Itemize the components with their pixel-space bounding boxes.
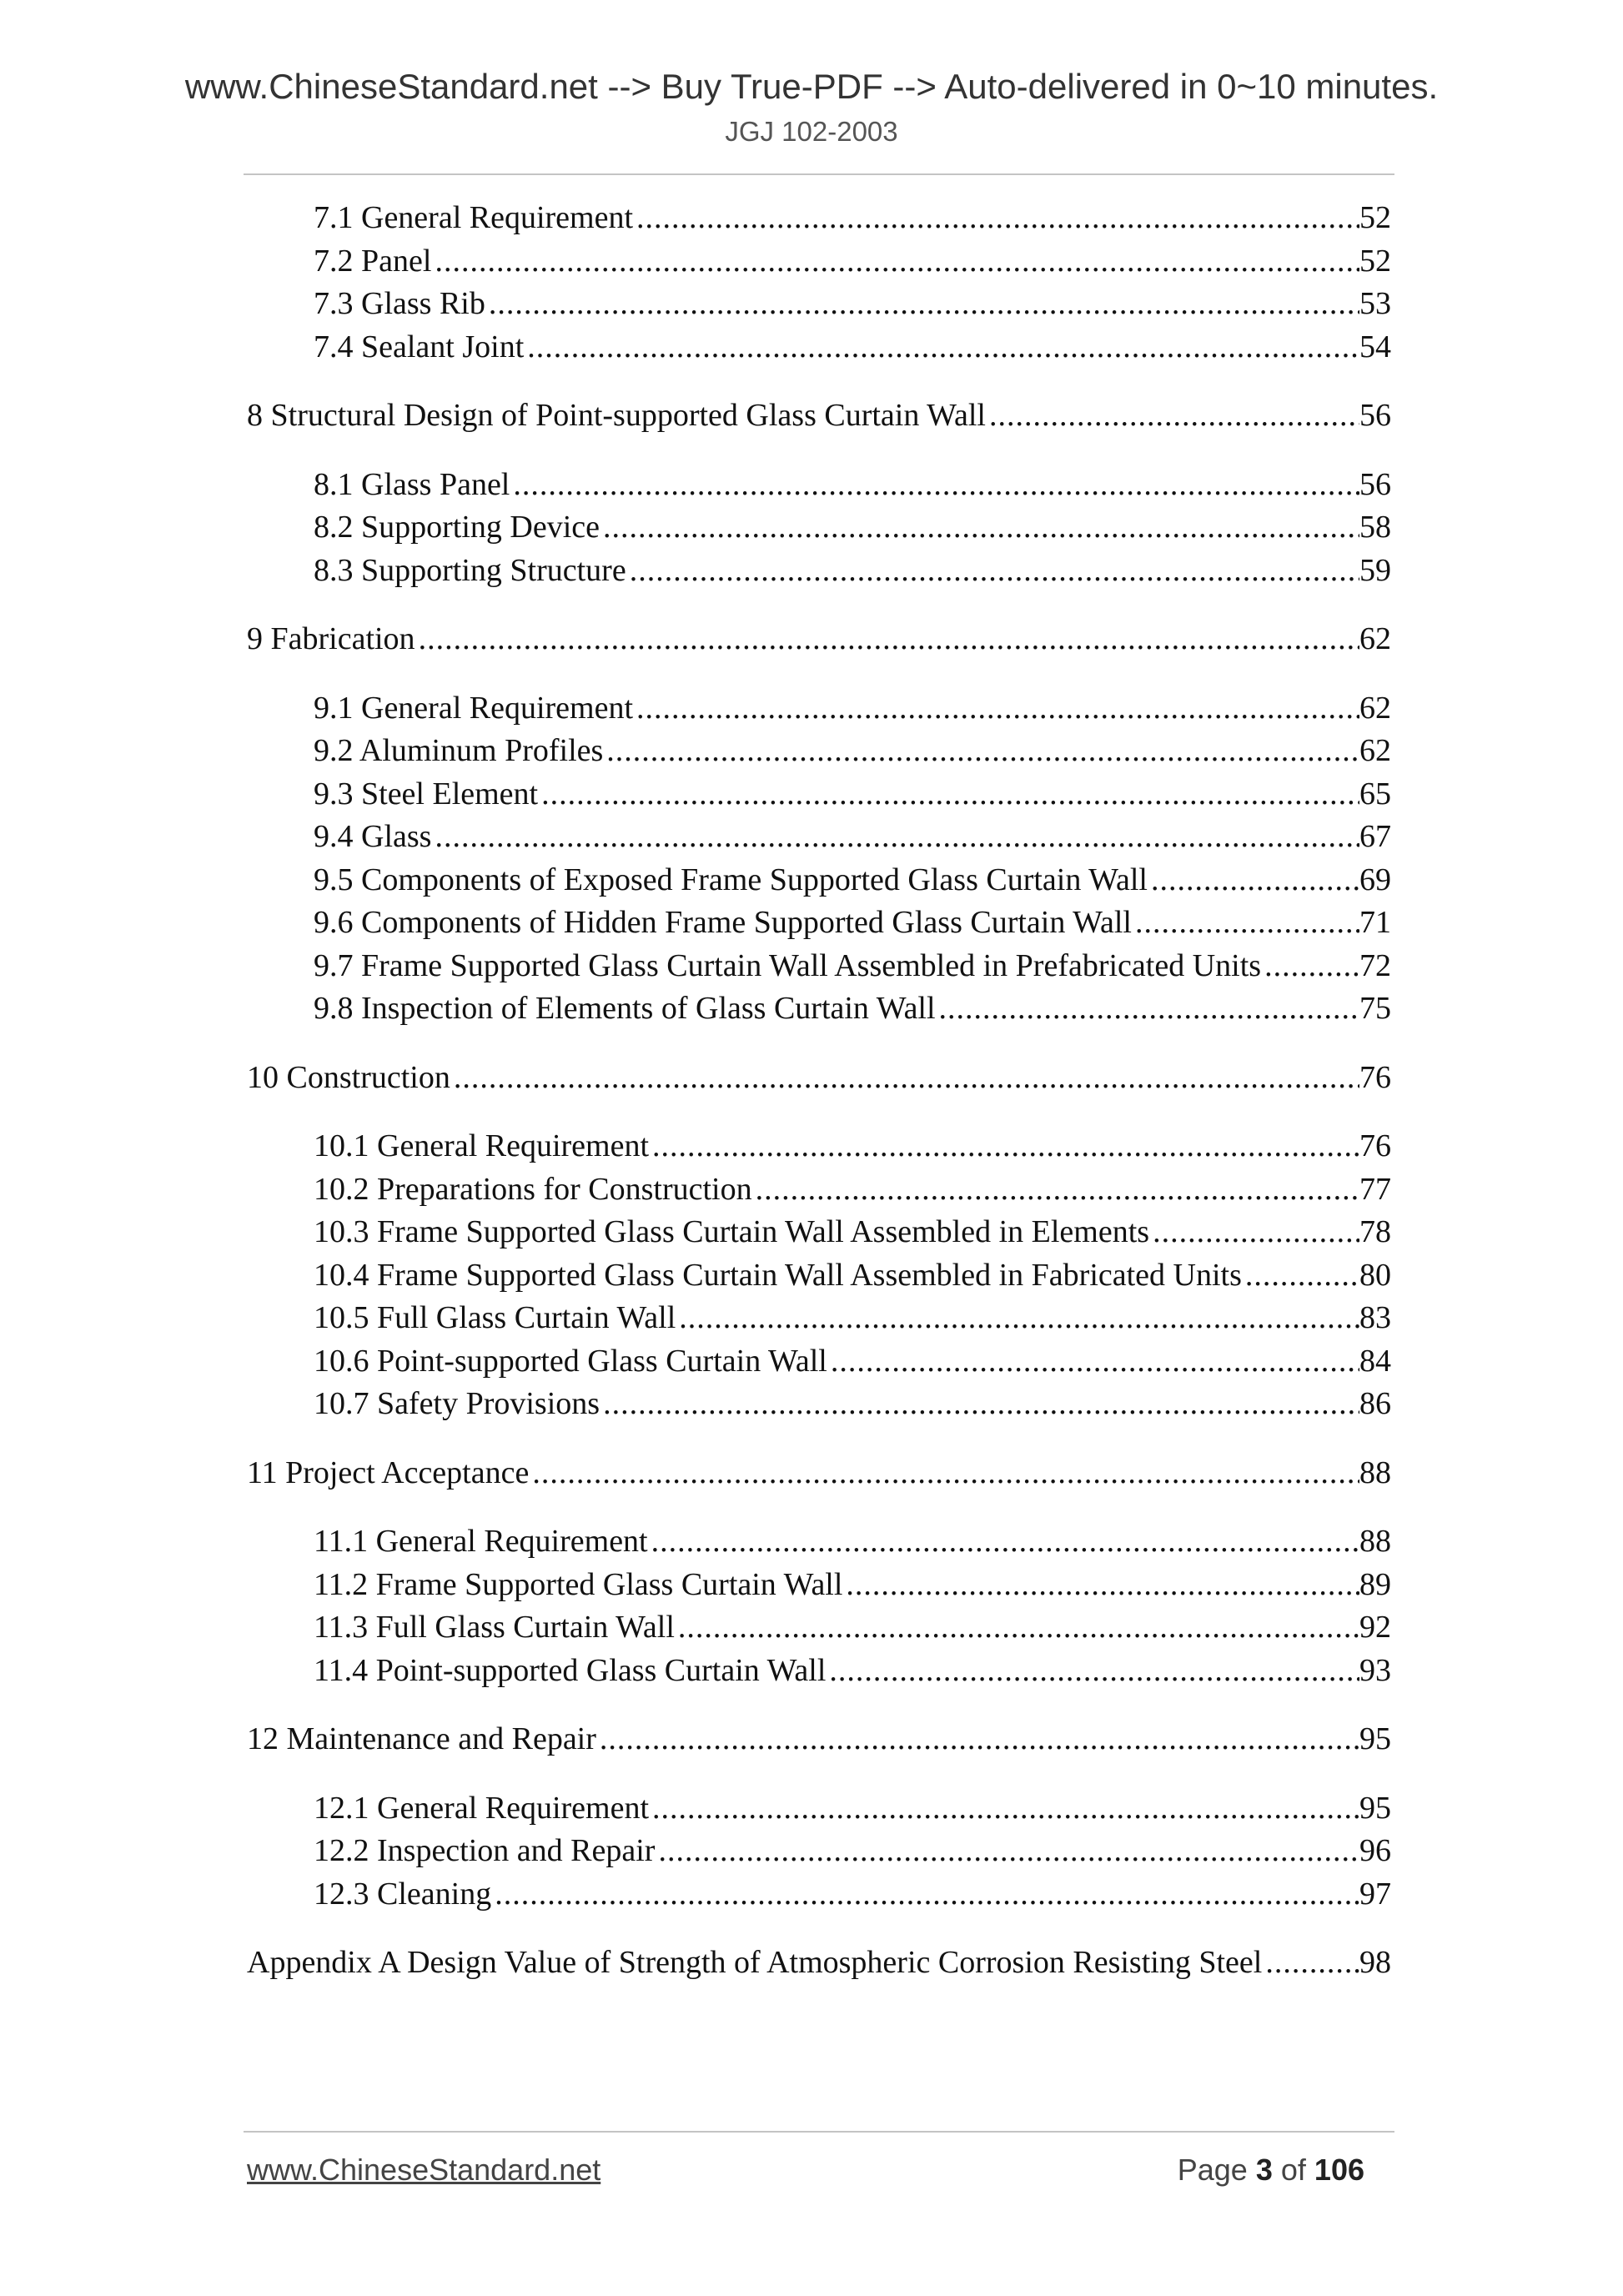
toc-entry-title: 12.3 Cleaning — [314, 1876, 492, 1912]
toc-section-entry[interactable] — [247, 1873, 1391, 1917]
toc-section-entry[interactable] — [247, 859, 1391, 902]
toc-section-entry[interactable] — [247, 816, 1391, 859]
toc-entry-title: 7.1 General Requirement — [314, 200, 634, 235]
toc-entry-title: 11.4 Point-supported Glass Curtain Wall — [314, 1652, 827, 1688]
dot-leader — [431, 240, 1359, 284]
toc-entry-title: 9.8 Inspection of Elements of Glass Curtain Wall — [314, 991, 936, 1026]
dot-leader — [752, 1168, 1359, 1212]
toc-chapter-entry[interactable] — [247, 1057, 1391, 1100]
toc-entry-page: 59 — [1359, 552, 1391, 588]
page-indicator — [1178, 2145, 1364, 2195]
page-current: 3 — [1255, 2153, 1273, 2187]
dot-leader — [1148, 859, 1359, 902]
dot-leader — [1261, 945, 1359, 988]
toc-entry-title: 8 Structural Design of Point-supported Glass Curtain Wall — [247, 398, 986, 433]
toc-section-entry[interactable] — [247, 1340, 1391, 1384]
toc-entry-title: 10.6 Point-supported Glass Curtain Wall — [314, 1343, 827, 1379]
dot-leader — [842, 1564, 1359, 1607]
dot-leader — [415, 618, 1359, 661]
toc-entry-page: 77 — [1359, 1171, 1391, 1207]
toc-entry-page: 76 — [1359, 1128, 1391, 1163]
toc-entry-title: 9.6 Components of Hidden Frame Supported Glass Curtain Wall — [314, 905, 1132, 940]
toc-section-entry[interactable] — [247, 902, 1391, 945]
toc-entry-page: 92 — [1359, 1610, 1391, 1645]
toc-entry-title: 7.4 Sealant Joint — [314, 329, 525, 364]
dot-leader — [633, 197, 1359, 240]
toc-section-entry[interactable] — [247, 1168, 1391, 1212]
dot-leader — [600, 1383, 1359, 1426]
toc-entry-title: 10.1 General Requirement — [314, 1128, 650, 1163]
toc-entry-title: 12 Maintenance and Repair — [247, 1721, 596, 1756]
dot-leader — [510, 464, 1359, 507]
toc-section-entry[interactable] — [247, 464, 1391, 507]
toc-section-entry[interactable] — [247, 1520, 1391, 1564]
dot-leader — [648, 1520, 1359, 1564]
toc-section-entry[interactable] — [247, 1125, 1391, 1168]
toc-section-entry[interactable] — [247, 283, 1391, 326]
toc-entry-title: 8.3 Supporting Structure — [314, 552, 626, 588]
toc-entry-title: 9.2 Aluminum Profiles — [314, 733, 604, 768]
toc-entry-page: 62 — [1359, 733, 1391, 768]
toc-entry-page: 53 — [1359, 286, 1391, 321]
toc-entry-page: 58 — [1359, 510, 1391, 545]
dot-leader — [431, 816, 1359, 859]
dot-leader — [491, 1873, 1359, 1917]
toc-section-entry[interactable] — [247, 1830, 1391, 1873]
toc-entry-page: 52 — [1359, 243, 1391, 279]
toc-entry-title: 9.7 Frame Supported Glass Curtain Wall Assembled in Prefabricated Units — [314, 947, 1262, 983]
header-divider — [244, 173, 1394, 175]
dot-leader — [626, 550, 1359, 593]
dot-leader — [649, 1125, 1359, 1168]
toc-section-entry[interactable] — [247, 1254, 1391, 1298]
toc-section-entry[interactable] — [247, 1606, 1391, 1650]
toc-entry-page: 75 — [1359, 991, 1391, 1026]
dot-leader — [603, 730, 1359, 773]
toc-entry-title: 10.5 Full Glass Curtain Wall — [314, 1300, 676, 1335]
toc-entry-title: 11.1 General Requirement — [314, 1524, 648, 1559]
toc-entry-page: 96 — [1359, 1833, 1391, 1868]
dot-leader — [1132, 902, 1359, 945]
dot-leader — [485, 283, 1359, 326]
toc-chapter-entry[interactable] — [247, 1452, 1391, 1495]
toc-entry-page: 97 — [1359, 1876, 1391, 1912]
page-of: of — [1280, 2153, 1306, 2187]
toc-entry-page: 65 — [1359, 776, 1391, 811]
page-total: 106 — [1314, 2153, 1364, 2187]
toc-section-entry[interactable] — [247, 1564, 1391, 1607]
toc-entry-title: 10.3 Frame Supported Glass Curtain Wall Assembled in Elements — [314, 1214, 1150, 1249]
toc-entry-page: 98 — [1359, 1945, 1391, 1980]
toc-section-entry[interactable] — [247, 687, 1391, 731]
toc-entry-title: 12.2 Inspection and Repair — [314, 1833, 656, 1868]
toc-entry-page: 62 — [1359, 621, 1391, 656]
dot-leader — [600, 506, 1359, 550]
dot-leader — [524, 326, 1359, 369]
toc-entry-title: 10.4 Frame Supported Glass Curtain Wall Assembled in Fabricated Units — [314, 1257, 1242, 1293]
toc-entry-title: Appendix A Design Value of Strength of Atmospheric Corrosion Resisting Steel — [247, 1945, 1263, 1980]
toc-section-entry[interactable] — [247, 987, 1391, 1031]
toc-entry-title: 10.7 Safety Provisions — [314, 1386, 600, 1421]
toc-entry-page: 52 — [1359, 200, 1391, 235]
dot-leader — [827, 1340, 1359, 1384]
dot-leader — [450, 1057, 1359, 1100]
dot-leader — [1262, 1942, 1359, 1985]
toc-entry-title: 10 Construction — [247, 1059, 450, 1095]
dot-leader — [1242, 1254, 1359, 1298]
standard-code: JGJ 102-2003 — [725, 116, 898, 147]
toc-chapter-entry[interactable] — [247, 618, 1391, 661]
toc-entry-page: 83 — [1359, 1300, 1391, 1335]
dot-leader — [986, 394, 1359, 438]
toc-entry-page: 72 — [1359, 947, 1391, 983]
toc-entry-title: 9 Fabrication — [247, 621, 415, 656]
dot-leader — [649, 1787, 1359, 1831]
toc-section-entry[interactable] — [247, 1787, 1391, 1831]
toc-entry-title: 9.4 Glass — [314, 819, 432, 854]
toc-entry-page: 62 — [1359, 690, 1391, 726]
toc-entry-page: 69 — [1359, 862, 1391, 897]
toc-entry-page: 80 — [1359, 1257, 1391, 1293]
toc-entry-page: 71 — [1359, 905, 1391, 940]
dot-leader — [675, 1606, 1359, 1650]
toc-section-entry[interactable] — [247, 945, 1391, 988]
toc-section-entry[interactable] — [247, 1383, 1391, 1426]
dot-leader — [1149, 1211, 1359, 1254]
toc-entry-title: 11.3 Full Glass Curtain Wall — [314, 1610, 675, 1645]
toc-entry-page: 54 — [1359, 329, 1391, 364]
toc-entry-page: 89 — [1359, 1566, 1391, 1602]
toc-entry-page: 93 — [1359, 1652, 1391, 1688]
dot-leader — [596, 1718, 1359, 1761]
toc-entry-title: 11 Project Acceptance — [247, 1454, 530, 1490]
toc-entry-page: 76 — [1359, 1059, 1391, 1095]
toc-section-entry[interactable] — [247, 240, 1391, 284]
toc-entry-title: 10.2 Preparations for Construction — [314, 1171, 752, 1207]
footer-divider — [244, 2131, 1394, 2133]
footer-site-link[interactable]: www.ChineseStandard.net — [247, 2153, 601, 2187]
toc-chapter-entry[interactable] — [247, 1718, 1391, 1761]
toc-entry-page: 78 — [1359, 1214, 1391, 1249]
toc-entry-page: 67 — [1359, 819, 1391, 854]
dot-leader — [936, 987, 1359, 1031]
toc-entry-page: 95 — [1359, 1721, 1391, 1756]
toc-entry-page: 86 — [1359, 1386, 1391, 1421]
toc-entry-title: 9.3 Steel Element — [314, 776, 539, 811]
toc-section-entry[interactable] — [247, 1650, 1391, 1693]
dot-leader — [529, 1452, 1359, 1495]
page-prefix: Page — [1177, 2153, 1248, 2187]
toc-entry-title: 9.1 General Requirement — [314, 690, 634, 726]
toc-entry-page: 56 — [1359, 398, 1391, 433]
toc-section-entry[interactable] — [247, 1297, 1391, 1340]
dot-leader — [826, 1650, 1359, 1693]
toc-section-entry[interactable] — [247, 326, 1391, 369]
toc-section-entry[interactable] — [247, 1211, 1391, 1254]
toc-entry-page: 88 — [1359, 1524, 1391, 1559]
toc-entry-title: 11.2 Frame Supported Glass Curtain Wall — [314, 1566, 843, 1602]
toc-section-entry[interactable] — [247, 550, 1391, 593]
toc-section-entry[interactable] — [247, 506, 1391, 550]
toc-entry-title: 8.1 Glass Panel — [314, 466, 510, 502]
toc-entry-page: 95 — [1359, 1790, 1391, 1826]
page-header — [0, 63, 1623, 150]
toc-section-entry[interactable] — [247, 730, 1391, 773]
dot-leader — [655, 1830, 1359, 1873]
toc-entry-page: 84 — [1359, 1343, 1391, 1379]
toc-entry-page: 56 — [1359, 466, 1391, 502]
toc-section-entry[interactable] — [247, 197, 1391, 240]
dot-leader — [633, 687, 1359, 731]
toc-entry-title: 7.2 Panel — [314, 243, 432, 279]
toc-entry-page: 88 — [1359, 1454, 1391, 1490]
toc-chapter-entry[interactable] — [247, 394, 1391, 438]
toc-entry-title: 12.1 General Requirement — [314, 1790, 650, 1826]
toc-entry-title: 7.3 Glass Rib — [314, 286, 485, 321]
table-of-contents — [247, 197, 1391, 1985]
toc-entry-title: 9.5 Components of Exposed Frame Supported Glass Curtain Wall — [314, 862, 1148, 897]
dot-leader — [538, 773, 1359, 816]
dot-leader — [676, 1297, 1359, 1340]
toc-section-entry[interactable] — [247, 773, 1391, 816]
banner-text[interactable]: www.ChineseStandard.net --> Buy True-PDF --> Auto-delivered in 0~10 minutes. — [184, 67, 1439, 106]
toc-chapter-entry[interactable] — [247, 1942, 1391, 1985]
toc-entry-title: 8.2 Supporting Device — [314, 510, 600, 545]
